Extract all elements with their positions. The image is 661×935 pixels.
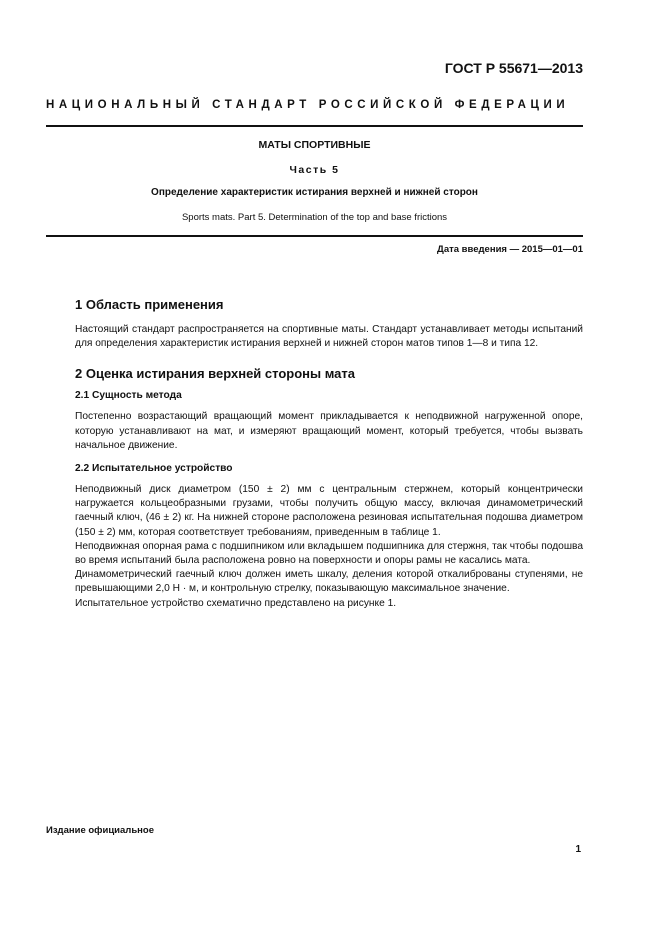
document-part: Часть 5 xyxy=(289,164,340,176)
section-1-heading: 1 Область применения xyxy=(75,297,224,312)
section-2-1-paragraph: Постепенно возрастающий вращающий момент прикладывается к неподвижной нагруженной опоре, которую устанавливают на мат, и измеряют вращающий момент, который требуется, чтобы вызвать начальное движение. xyxy=(75,411,583,451)
section-1-paragraph: Настоящий стандарт распространяется на спортивные маты. Стандарт устанавливает методы испытаний для определения характеристик истирания верхней и нижней сторон матов типов 1—8 и типа 12. xyxy=(75,324,583,350)
page-number: 1 xyxy=(575,844,581,855)
main-content xyxy=(75,296,583,611)
title-divider xyxy=(46,235,583,237)
top-divider xyxy=(46,125,583,127)
section-2-2-paragraph-2: Неподвижная опорная рама с подшипником или вкладышем подшипника для стержня, так чтобы подошва во время испытаний была расположена ровно на поверхности и опоры рамы не касались мата. xyxy=(75,540,583,567)
document-title: МАТЫ СПОРТИВНЫЕ xyxy=(258,139,371,151)
section-2-2-paragraph-3: Динамометрический гаечный ключ должен иметь шкалу, деления которой откалиброваны ступенями, не превышающими 2,0 Н · м, и контрольную стрелку, показывающую максимальное значение. xyxy=(75,569,583,595)
section-2-1-heading: 2.1 Сущность метода xyxy=(75,390,182,402)
official-edition-note: Издание официальное xyxy=(46,825,154,836)
national-standard-heading: НАЦИОНАЛЬНЫЙ СТАНДАРТ РОССИЙСКОЙ ФЕДЕРАЦИИ xyxy=(46,99,570,111)
standard-number: ГОСТ Р 55671—2013 xyxy=(444,60,583,76)
section-2-2-paragraph-1: Неподвижный диск диаметром (150 ± 2) мм с центральным стержнем, который концентрически нагружается кольцеобразными грузами, чтобы получить общую массу, включая динамометрический гаечный ключ, (46 ± 2) кг. На нижней стороне расположена резиновая испытательная подошва диаметром (150 ± 2) мм, которая соответствует требованиям, приведенным в таблице 1. xyxy=(75,484,583,538)
section-2-2-paragraph-4: Испытательное устройство схематично представлено на рисунке 1. xyxy=(75,597,397,609)
section-2-2-heading: 2.2 Испытательное устройство xyxy=(75,463,233,475)
introduction-date: Дата введения — 2015—01—01 xyxy=(437,244,583,255)
document-subtitle: Определение характеристик истирания верхней и нижней сторон xyxy=(151,187,478,198)
section-2-heading: 2 Оценка истирания верхней стороны мата xyxy=(75,366,355,382)
english-title: Sports mats. Part 5. Determination of the top and base frictions xyxy=(181,212,448,223)
